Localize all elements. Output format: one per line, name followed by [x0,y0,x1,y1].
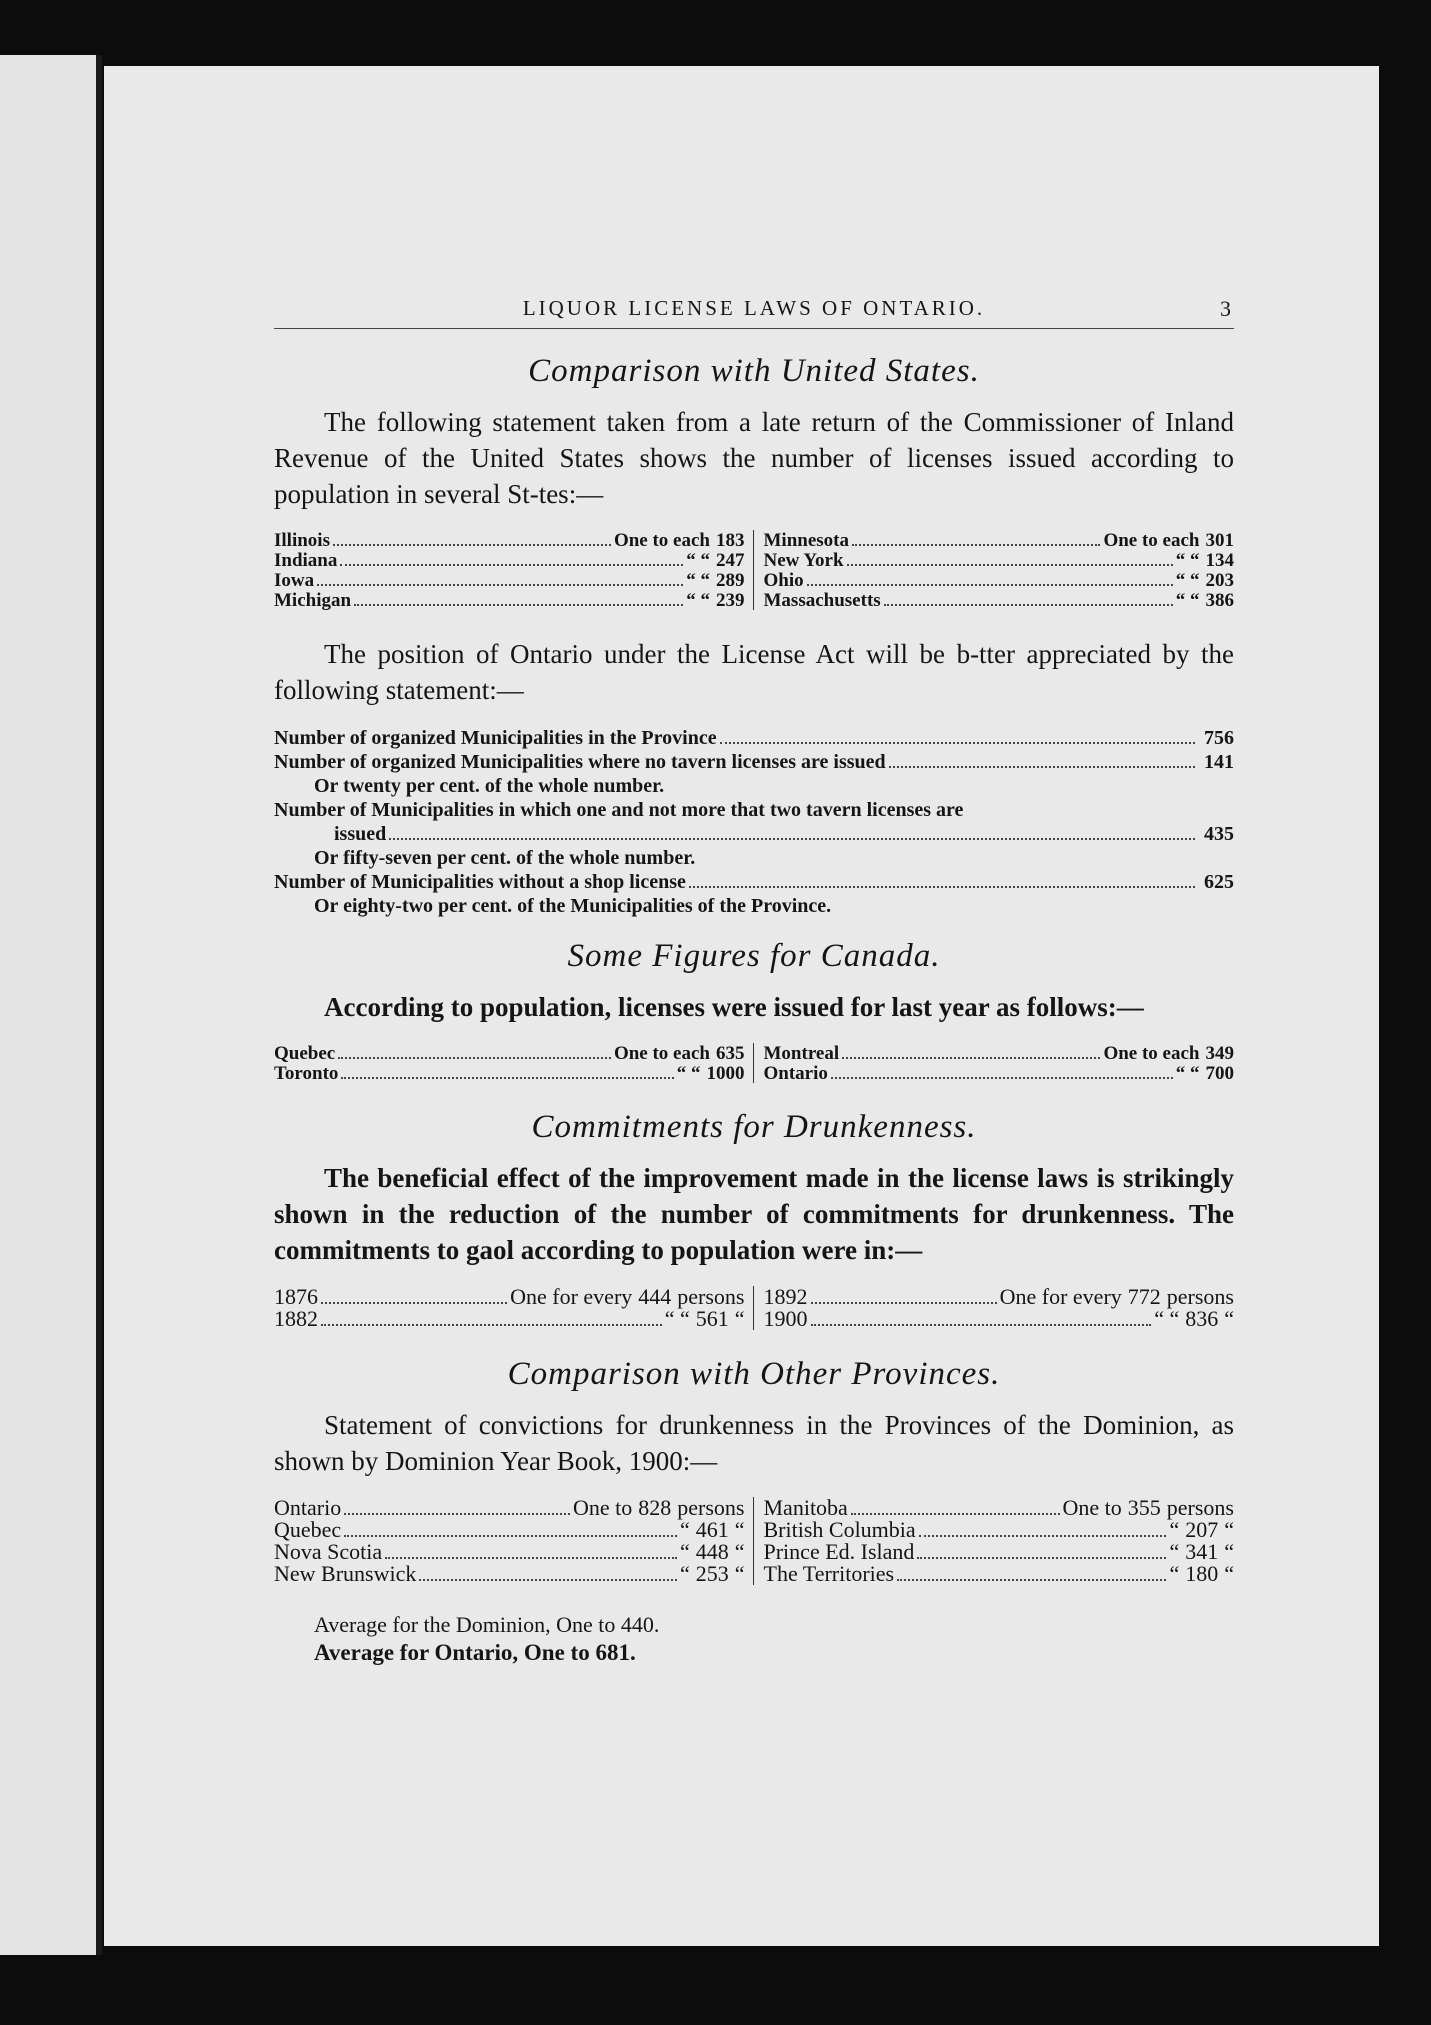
province-name: Ontario [763,1063,828,1084]
section-heading-us: Comparison with United States. [528,353,980,389]
rate-label: One to [573,1495,633,1520]
stat-value: 625 [1204,871,1234,893]
province-name: New Brunswick [274,1561,417,1586]
rate-unit: “ [734,1539,745,1564]
us-license-table [274,530,1234,610]
us-right-column [753,530,1235,610]
table-row [274,1063,745,1083]
us-left-column [274,530,753,610]
leader-dots [340,550,683,566]
stat-label: issued [334,823,387,845]
leader-dots [884,590,1173,606]
city-name: Quebec [274,1043,336,1064]
rate-value: 289 [716,570,745,591]
stat-label: Number of organized Municipalities where no tavern licenses are issued [274,751,886,773]
leader-dots [919,1519,1167,1537]
provinces-left-column [274,1497,753,1585]
leader-dots [807,570,1173,586]
state-name: Iowa [274,570,315,591]
rate-unit: “ [734,1561,745,1586]
commitments-left-column [274,1286,753,1330]
rate-label: “ [1169,1561,1180,1586]
table-row [274,590,745,610]
leader-dots [317,570,683,586]
province-name: Nova Scotia [274,1539,383,1564]
rate-label: “ “ [1175,550,1200,571]
state-name: Ohio [763,570,804,591]
rate-value: 134 [1205,550,1234,571]
rate-label: One to each [613,1043,710,1064]
rate-label: “ “ [686,590,710,611]
table-row [764,590,1235,610]
province-name: British Columbia [763,1517,916,1542]
province-name: Manitoba [763,1495,848,1520]
document-page [104,66,1379,1946]
rate-value: 444 [638,1284,672,1309]
leader-dots [689,870,1195,888]
table-row [764,1519,1235,1541]
province-name: The Territories [763,1561,895,1586]
leader-dots [321,1286,507,1304]
leader-dots [389,822,1195,840]
table-row [274,1519,745,1541]
average-dominion: Average for the Dominion, One to 440. [314,1612,660,1637]
stat-label: Number of Municipalities without a shop license [274,871,686,893]
rate-label: “ [1169,1517,1180,1542]
stat-row [274,750,1234,774]
year: 1882 [274,1306,318,1331]
rate-label: “ “ [664,1306,690,1331]
stat-note: Or fifty-seven per cent. of the whole number. [314,847,696,869]
rate-label: “ “ [1154,1306,1180,1331]
stat-label: Number of organized Municipalities in the Province [274,727,717,749]
table-row [764,570,1235,590]
rate-label: One for every [510,1284,633,1309]
leader-dots [842,1043,1100,1059]
ontario-position-intro: The position of Ontario under the License Act will be b‑tter appreciated by the following statement:— [274,639,1234,705]
leader-dots [851,1497,1060,1515]
canada-license-table [274,1043,1234,1083]
city-name: Toronto [274,1063,339,1084]
rate-label: “ “ [1175,590,1200,611]
page-content [274,296,1234,1667]
rate-label: “ “ [686,570,710,591]
rate-unit: “ [734,1517,745,1542]
leader-dots [321,1308,662,1326]
rate-value: 301 [1205,530,1234,551]
section-heading-canada: Some Figures for Canada. [567,938,941,974]
stat-value: 435 [1204,823,1234,845]
state-name: Illinois [274,530,330,551]
stat-note: Or twenty per cent. of the whole number. [314,775,665,797]
table-row [764,530,1235,550]
table-row [764,1043,1235,1063]
leader-dots [897,1563,1166,1581]
rate-label: “ “ [676,1063,701,1084]
leader-dots [811,1308,1152,1326]
commitments-right-column [753,1286,1235,1330]
table-row [764,1541,1235,1563]
rate-unit: “ [734,1306,745,1331]
running-header [274,296,1234,329]
table-row [764,550,1235,570]
section-heading-commitments: Commitments for Drunkenness. [531,1109,977,1145]
canada-left-column [274,1043,753,1083]
rate-label: “ [679,1539,690,1564]
rate-value: 561 [695,1306,729,1331]
header-title: LIQUOR LICENSE LAWS OF ONTARIO. [522,296,986,320]
province-name: Prince Ed. Island [763,1539,915,1564]
leader-dots [344,1519,677,1537]
rate-unit: persons [677,1495,745,1520]
table-row [764,1563,1235,1585]
average-ontario: Average for Ontario, One to 681. [314,1640,636,1665]
table-row [274,1497,745,1519]
canada-intro: According to population, licenses were issued for last year as follows:— [324,992,1144,1022]
province-name: Ontario [274,1495,342,1520]
rate-value: 386 [1205,590,1234,611]
leader-dots [333,530,611,546]
rate-label: “ [679,1561,690,1586]
year: 1876 [274,1284,318,1309]
rate-label: One to [1062,1495,1122,1520]
leader-dots [917,1541,1166,1559]
table-row [274,570,745,590]
stat-value: 141 [1204,751,1234,773]
rate-value: 448 [695,1539,729,1564]
state-name: Massachusetts [763,590,881,611]
rate-unit: persons [677,1284,745,1309]
table-row [764,1308,1235,1330]
stat-row [274,822,1234,846]
rate-value: 461 [695,1517,729,1542]
rate-unit: “ [1224,1306,1234,1331]
table-row [274,1563,745,1585]
rate-unit: persons [1166,1284,1234,1309]
leader-dots [385,1541,677,1559]
table-row [274,1286,745,1308]
facing-page-edge [0,55,102,1955]
leader-dots [341,1063,673,1079]
provinces-table [274,1497,1234,1585]
rate-value: 700 [1205,1063,1234,1084]
leader-dots [419,1563,677,1581]
table-row [764,1286,1235,1308]
stat-row [274,870,1234,894]
rate-unit: “ [1224,1561,1234,1586]
table-row [274,530,745,550]
year: 1892 [763,1284,808,1309]
rate-value: 836 [1185,1306,1219,1331]
table-row [764,1497,1235,1519]
us-intro: The following statement taken from a late return of the Commissioner of Inland Revenue of the United States shows the number of licenses issued according to population in several St‑tes:— [274,407,1234,509]
leader-dots [852,530,1100,546]
rate-value: 239 [716,590,745,611]
state-name: Indiana [274,550,338,571]
rate-unit: “ [1224,1539,1234,1564]
commitments-intro: The beneficial effect of the improvement made in the license laws is strikingly shown in the reduction of the number of commitments for drunkenness. The commitments to gaol according to population were in:— [274,1163,1234,1265]
commitments-table [274,1286,1234,1330]
rate-value: 349 [1205,1043,1234,1064]
stat-value: 756 [1204,727,1234,749]
rate-value: 253 [695,1561,729,1586]
provinces-right-column [753,1497,1235,1585]
rate-value: 635 [716,1043,745,1064]
leader-dots [811,1286,997,1304]
leader-dots [338,1043,611,1059]
stat-row [274,726,1234,750]
table-row [274,1308,745,1330]
leader-dots [720,726,1195,744]
leader-dots [354,590,683,606]
rate-value: 183 [716,530,745,551]
rate-label: “ [1169,1539,1180,1564]
year: 1900 [763,1306,808,1331]
stat-note: Or eighty-two per cent. of the Municipalities of the Province. [314,895,832,917]
rate-label: One to each [1103,1043,1200,1064]
provinces-intro: Statement of convictions for drunkenness in the Provinces of the Dominion, as shown by Dominion Year Book, 1900:— [274,1410,1234,1476]
rate-value: 207 [1185,1517,1219,1542]
stat-label-multiline: Number of Municipalities in which one and not more that two tavern licenses are [274,799,964,821]
rate-label: “ [679,1517,690,1542]
rate-value: 772 [1127,1284,1161,1309]
table-row [274,1043,745,1063]
table-row [274,550,745,570]
state-name: Minnesota [763,530,849,551]
leader-dots [847,550,1173,566]
rate-value: 1000 [706,1063,745,1084]
rate-label: One to each [613,530,710,551]
leader-dots [889,750,1195,768]
table-row-highlight [764,1063,1235,1083]
rate-value: 180 [1185,1561,1219,1586]
rate-unit: persons [1166,1495,1234,1520]
rate-label: “ “ [1175,570,1200,591]
rate-label: “ “ [686,550,710,571]
rate-unit: “ [1224,1517,1234,1542]
state-name: New York [763,550,844,571]
canada-right-column [753,1043,1235,1083]
rate-value: 203 [1205,570,1234,591]
rate-value: 355 [1127,1495,1161,1520]
ontario-municipality-stats [274,726,1234,918]
rate-value: 341 [1185,1539,1219,1564]
page-number: 3 [1220,296,1234,321]
rate-value: 828 [638,1495,672,1520]
leader-dots [831,1063,1173,1079]
rate-value: 247 [716,550,745,571]
state-name: Michigan [274,590,352,611]
section-heading-provinces: Comparison with Other Provinces. [507,1356,1001,1392]
city-name: Montreal [763,1043,840,1064]
province-name: Quebec [274,1517,342,1542]
rate-label: One to each [1103,530,1200,551]
rate-label: One for every [999,1284,1122,1309]
leader-dots [344,1497,570,1515]
table-row [274,1541,745,1563]
rate-label: “ “ [1175,1063,1200,1084]
